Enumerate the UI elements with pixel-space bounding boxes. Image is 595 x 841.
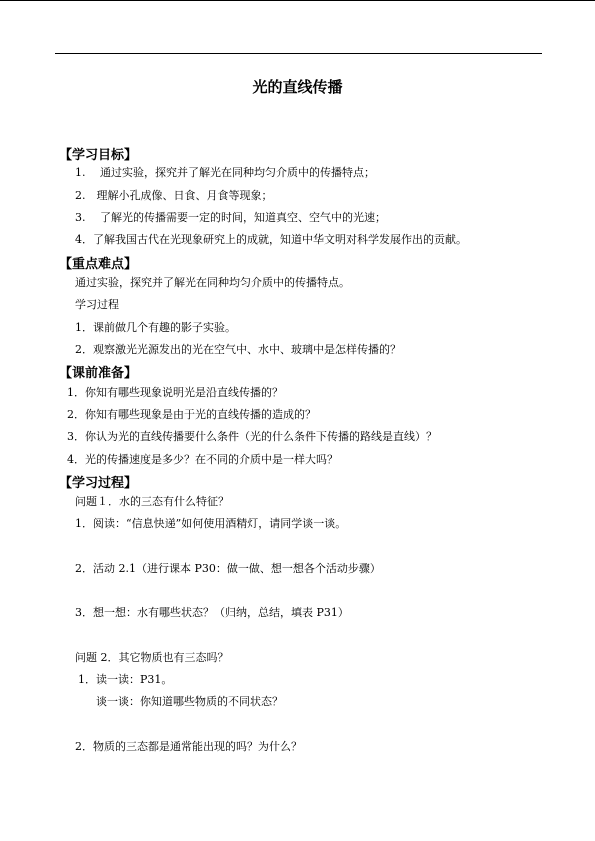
list-item: 问题１．水的三态有什么特征？ xyxy=(75,495,229,508)
list-item: 1．阅读：“信息快递”如何使用酒精灯，请同学谈一谈。 xyxy=(75,517,347,530)
list-item: 1. 通过实验，探究并了解光在同种均匀介质中的传播特点； xyxy=(75,166,375,179)
list-item: 问题 2．其它物质也有三态吗？ xyxy=(75,651,229,664)
list-item: 3. 了解光的传播需要一定的时间，知道真空、空气中的光速； xyxy=(75,211,386,224)
list-item: 2．你知有哪些现象是由于光的直线传播的造成的？ xyxy=(67,408,316,421)
list-item: 4．光的传播速度是多少？在不同的介质中是一样大吗？ xyxy=(67,453,338,466)
top-border xyxy=(0,0,595,1)
list-item: 1．读一读：P31。 xyxy=(78,673,173,686)
page-title: 光的直线传播 xyxy=(252,78,343,96)
section-heading-key: 【重点难点】 xyxy=(59,257,138,272)
list-item: 1．你知有哪些现象说明光是沿直线传播的？ xyxy=(67,386,283,399)
list-item: 1．课前做几个有趣的影子实验。 xyxy=(75,321,236,334)
header-rule xyxy=(55,53,542,54)
list-item: 学习过程 xyxy=(75,298,119,311)
list-item: 2．观察激光光源发出的光在空气中、水中、玻璃中是怎样传播的？ xyxy=(75,343,401,356)
list-item: 谈一谈：你知道哪些物质的不同状态？ xyxy=(96,695,283,708)
list-item: 4．了解我国古代在光现象研究上的成就，知道中华文明对科学发展作出的贡献。 xyxy=(75,233,467,246)
section-heading-goals: 【学习目标】 xyxy=(59,148,138,163)
list-item: 3．你认为光的直线传播要什么条件（光的什么条件下传播的路线是直线）？ xyxy=(67,430,437,443)
list-item: 通过实验，探究并了解光在同种均匀介质中的传播特点。 xyxy=(75,276,350,289)
list-item: 2. 理解小孔成像、日食、月食等现象； xyxy=(75,189,273,202)
list-item: 3．想一想：水有哪些状态？（归纳，总结，填表 P31） xyxy=(75,606,349,619)
section-heading-process: 【学习过程】 xyxy=(59,476,138,491)
list-item: 2．物质的三态都是通常能出现的吗？为什么？ xyxy=(75,740,302,753)
list-item: 2．活动 2.1（进行课本 P30：做一做、想一想各个活动步骤） xyxy=(75,562,381,575)
section-heading-prep: 【课前准备】 xyxy=(59,366,138,381)
